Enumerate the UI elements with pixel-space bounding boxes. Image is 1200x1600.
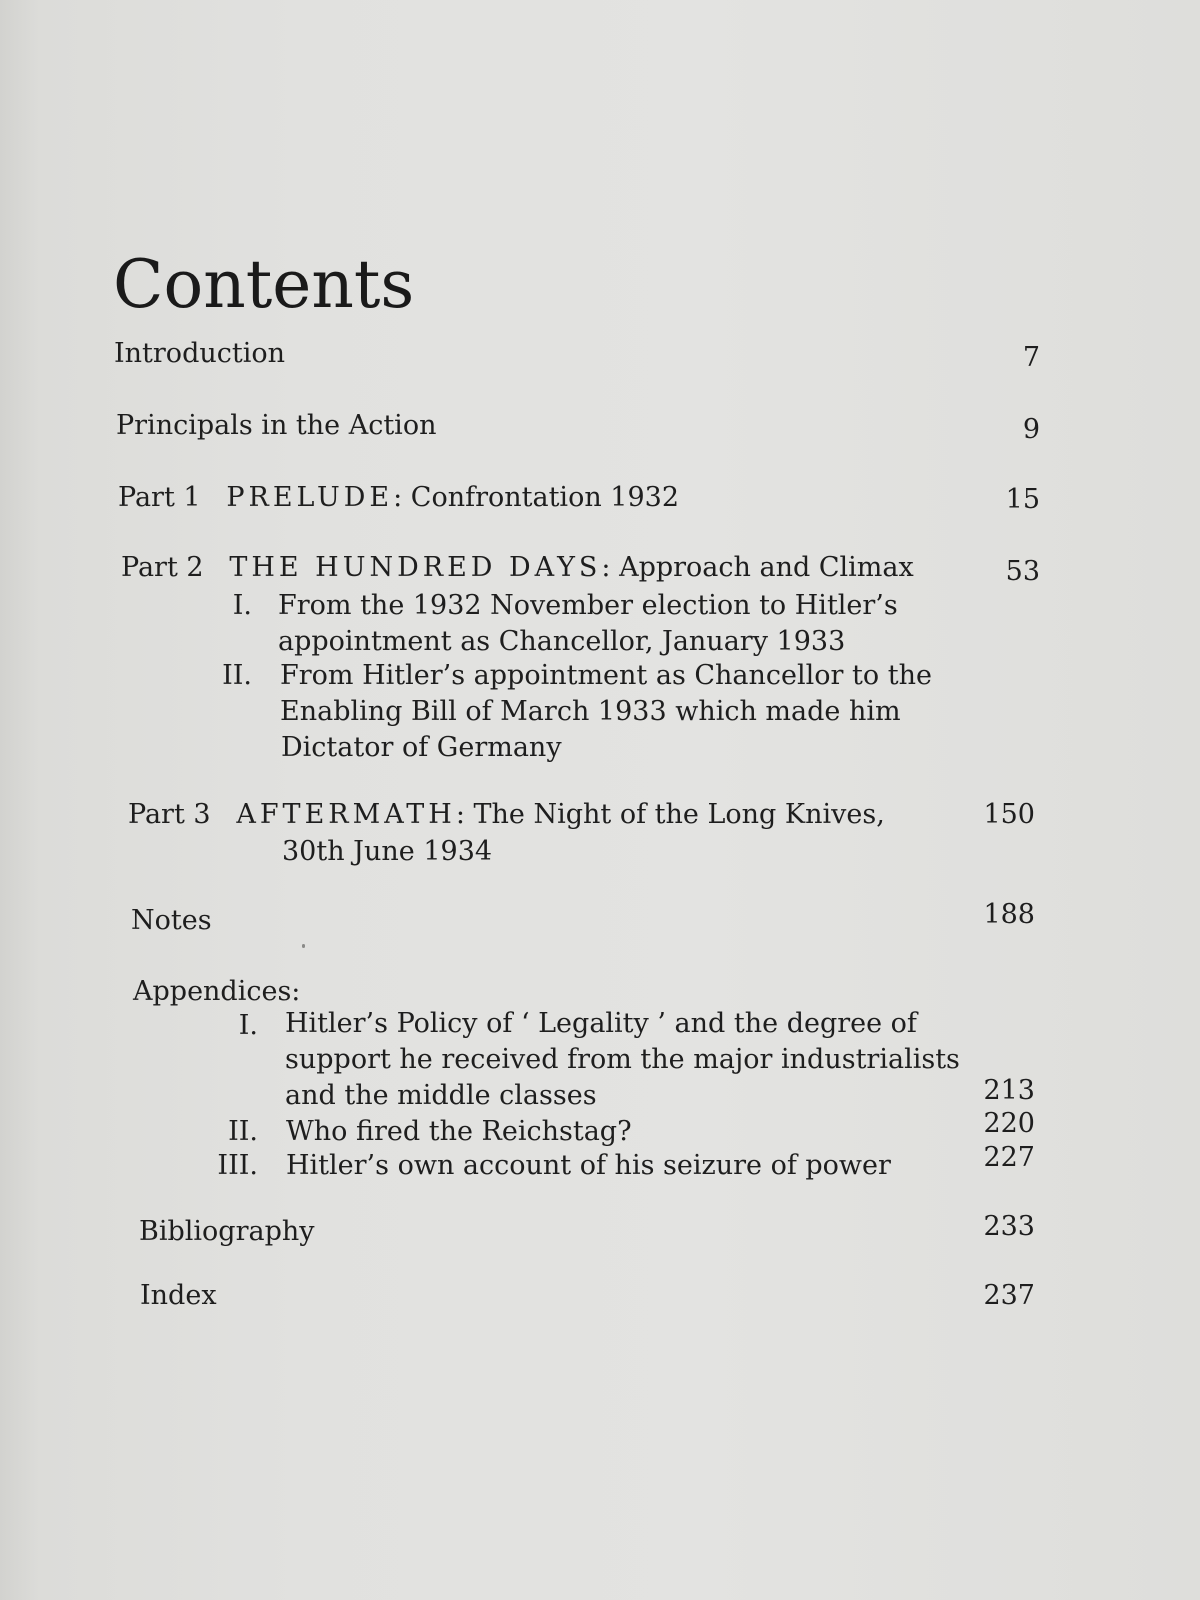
page-number-index: 237 [983, 1280, 1035, 1311]
part-label: Part 2 [121, 552, 204, 583]
section-line: appointment as Chancellor, January 1933 [278, 626, 846, 657]
section-number: II. [222, 660, 252, 691]
part-subtitle: : Confrontation 1932 [393, 482, 680, 513]
page-number-notes: 188 [983, 899, 1035, 930]
part-subtitle: : Approach and Climax [601, 552, 914, 583]
appendix-number: II. [228, 1116, 258, 1147]
toc-entry-bibliography: Bibliography [139, 1216, 315, 1247]
part-subtitle: : The Night of the Long Knives, [455, 799, 885, 830]
toc-entry-index: Index [140, 1280, 217, 1311]
section-line: From Hitler’s appointment as Chancellor to the [280, 660, 932, 691]
toc-entry-part1 [118, 480, 679, 516]
appendix-line: Hitler’s own account of his seizure of power [286, 1150, 891, 1181]
toc-entry-introduction: Introduction [114, 338, 285, 369]
page-number-appendix-3: 227 [983, 1142, 1035, 1173]
page-number-part1: 15 [1005, 484, 1040, 515]
toc-entry-part2 [121, 550, 914, 586]
appendix-number: III. [217, 1150, 258, 1181]
part-heading: THE HUNDRED DAYS [229, 552, 602, 583]
section-line: Enabling Bill of March 1933 which made him [280, 696, 901, 727]
part-label: Part 1 [118, 482, 201, 513]
page-number-bibliography: 233 [983, 1211, 1035, 1242]
appendix-line: and the middle classes [285, 1080, 597, 1111]
paper-speck [302, 944, 305, 948]
toc-entry-part3 [128, 797, 885, 833]
toc-entry-principals: Principals in the Action [116, 410, 437, 441]
toc-entry-appendices: Appendices: [133, 976, 301, 1007]
page-title: Contents [113, 246, 415, 324]
page-number-introduction: 7 [1022, 342, 1040, 373]
toc-entry-notes: Notes [131, 905, 212, 936]
section-line: From the 1932 November election to Hitler’s [278, 590, 898, 621]
page-number-part2: 53 [1005, 556, 1040, 587]
part-subtitle-continued: 30th June 1934 [282, 836, 493, 867]
part-label: Part 3 [128, 799, 211, 830]
appendix-number: I. [238, 1010, 258, 1041]
page-number-part3: 150 [983, 799, 1035, 830]
page-number-appendix-1: 213 [983, 1075, 1035, 1106]
appendix-line: support he received from the major industrialists [285, 1044, 960, 1075]
section-line: Dictator of Germany [281, 732, 562, 763]
part-heading: PRELUDE [226, 482, 394, 513]
page-number-appendix-2: 220 [983, 1108, 1035, 1139]
part-heading: AFTERMATH [236, 799, 456, 830]
appendix-line: Who fired the Reichstag? [286, 1116, 632, 1147]
page-number-principals: 9 [1022, 414, 1040, 445]
section-number: I. [232, 590, 252, 621]
appendix-line: Hitler’s Policy of ‘ Legality ’ and the degree of [285, 1008, 917, 1039]
